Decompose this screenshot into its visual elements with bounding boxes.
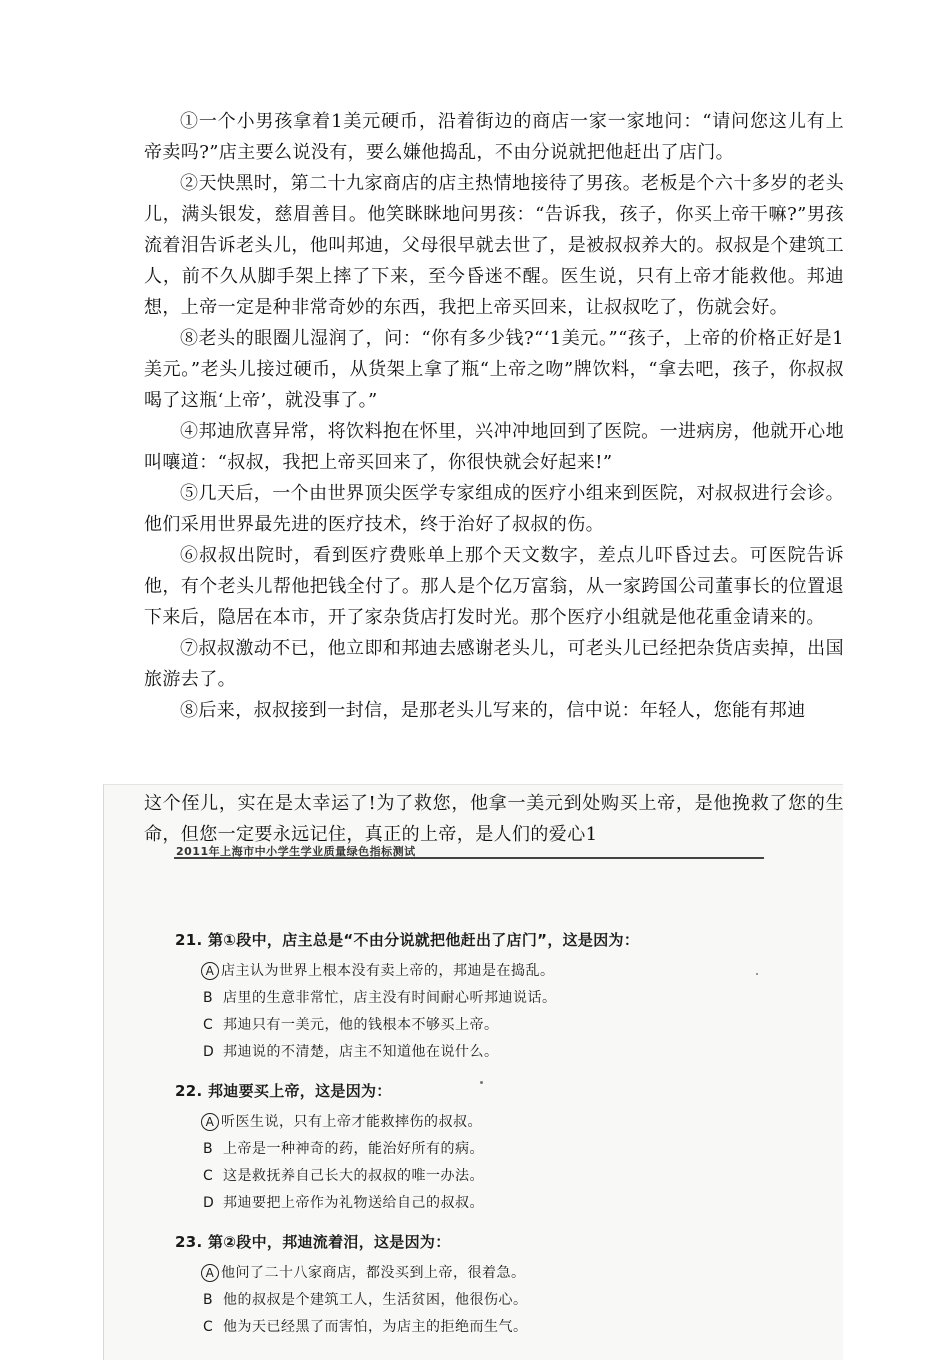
passage-paragraph-6: ⑥叔叔出院时，看到医疗费账单上那个天文数字，差点儿吓昏过去。可医院告诉他，有个老头儿帮他把钱全付了。那人是个亿万富翁，从一家跨国公司董事长的位置退下来后，隐居在本市，开了家杂货店打发时光。那个医疗小组就是他花重金请来的。 <box>144 545 844 628</box>
option-text: 邦迪只有一美元，他的钱根本不够买上帝。 <box>223 1017 499 1033</box>
option-letter: B <box>203 990 214 1006</box>
option-text: 邦迪说的不清楚，店主不知道他在说什么。 <box>223 1044 499 1060</box>
question-stem: 21. 第①段中，店主总是“不由分说就把他赶出了店门”，这是因为： <box>175 931 640 949</box>
question-stem: 22. 邦迪要买上帝，这是因为： <box>175 1082 392 1100</box>
option-text: 店主认为世界上根本没有卖上帝的，邦迪是在捣乱。 <box>221 963 555 979</box>
exam-header: 2011年上海市中小学生学业质量绿色指标测试 <box>176 845 416 858</box>
option-letter: C <box>203 1017 214 1033</box>
reading-passage <box>144 106 844 726</box>
answer-option-b <box>175 1287 815 1314</box>
question-stem: 23. 第②段中，邦迪流着泪，这是因为： <box>175 1233 451 1251</box>
option-text: 他问了二十八家商店，都没买到上帝，很着急。 <box>221 1265 526 1281</box>
option-text: 他的叔叔是个建筑工人，生活贫困，他很伤心。 <box>223 1292 528 1308</box>
passage-continuation <box>144 788 844 850</box>
circled-answer-mark: A <box>201 962 219 980</box>
answer-option-b <box>175 1136 815 1163</box>
passage-paragraph-1: ①一个小男孩拿着1美元硬币，沿着街边的商店一家一家地问：“请问您这儿有上帝卖吗?”店主要么说没有，要么嫌他捣乱，不由分说就把他赶出了店门。 <box>144 111 844 163</box>
passage-paragraph-3: ⑧老头的眼圈儿湿润了，问：“你有多少钱?“‘1美元。”“孩子，上帝的价格正好是1美元。”老头儿接过硬币，从货架上拿了瓶“上帝之吻”牌饮料，“拿去吧，孩子，你叔叔喝了这瓶‘上帝’，就没事了。” <box>144 328 844 411</box>
passage-paragraph-5: ⑤几天后，一个由世界顶尖医学专家组成的医疗小组来到医院，对叔叔进行会诊。他们采用世界最先进的医疗技术，终于治好了叔叔的伤。 <box>144 483 844 535</box>
passage-paragraph-4: ④邦迪欣喜异常，将饮料抱在怀里，兴冲冲地回到了医院。一进病房，他就开心地叫嚷道：“叔叔，我把上帝买回来了，你很快就会好起来!” <box>144 421 844 473</box>
answer-option-a <box>175 1260 815 1287</box>
option-text: 邦迪要把上帝作为礼物送给自己的叔叔。 <box>223 1195 484 1211</box>
option-letter: B <box>203 1141 214 1157</box>
question-23 <box>175 1230 815 1341</box>
passage-paragraph-2: ②天快黑时，第二十九家商店的店主热情地接待了男孩。老板是个六十多岁的老头儿，满头银发，慈眉善目。他笑眯眯地问男孩：“告诉我，孩子，你买上帝干嘛?”男孩流着泪告诉老头儿，他叫邦迪，父母很早就去世了，是被叔叔养大的。叔叔是个建筑工人，前不久从脚手架上摔了下来，至今昏迷不醒。医生说，只有上帝才能救他。邦迪想，上帝一定是种非常奇妙的东西，我把上帝买回来，让叔叔吃了，伤就会好。 <box>144 173 844 318</box>
option-text: 这是救抚养自己长大的叔叔的唯一办法。 <box>223 1168 484 1184</box>
option-letter: C <box>203 1168 214 1184</box>
answer-option-c <box>175 1163 815 1190</box>
answer-option-c <box>175 1012 815 1039</box>
circled-answer-mark: A <box>201 1113 219 1131</box>
option-text: 听医生说，只有上帝才能救摔伤的叔叔。 <box>221 1114 482 1130</box>
answer-option-c <box>175 1314 815 1341</box>
answer-option-a <box>175 1109 815 1136</box>
question-22 <box>175 1079 815 1217</box>
option-letter: B <box>203 1292 214 1308</box>
question-21 <box>175 928 815 1066</box>
passage-paragraph-8: ⑧后来，叔叔接到一封信，是那老头儿写来的，信中说：年轻人，您能有邦迪 <box>180 700 806 721</box>
answer-option-b <box>175 985 815 1012</box>
answer-option-d <box>175 1190 815 1217</box>
option-letter: C <box>203 1319 214 1335</box>
answer-option-d <box>175 1039 815 1066</box>
option-text: 店里的生意非常忙，店主没有时间耐心听邦迪说话。 <box>223 990 557 1006</box>
answer-option-a <box>175 958 815 985</box>
option-letter: D <box>203 1195 215 1211</box>
circled-answer-mark: A <box>201 1264 219 1282</box>
header-rule <box>174 857 764 859</box>
passage-paragraph-7: ⑦叔叔激动不已，他立即和邦迪去感谢老头儿，可老头儿已经把杂货店卖掉，出国旅游去了。 <box>144 638 844 690</box>
option-text: 他为天已经黑了而害怕，为店主的拒绝而生气。 <box>223 1319 528 1335</box>
passage-paragraph-8-continued: 这个侄儿，实在是太幸运了!为了救您，他拿一美元到处购买上帝，是他挽救了您的生命，但您一定要永远记住，真正的上帝，是人们的爱心1 <box>144 793 844 845</box>
option-text: 上帝是一种神奇的药，能治好所有的病。 <box>223 1141 484 1157</box>
option-letter: D <box>203 1044 215 1060</box>
